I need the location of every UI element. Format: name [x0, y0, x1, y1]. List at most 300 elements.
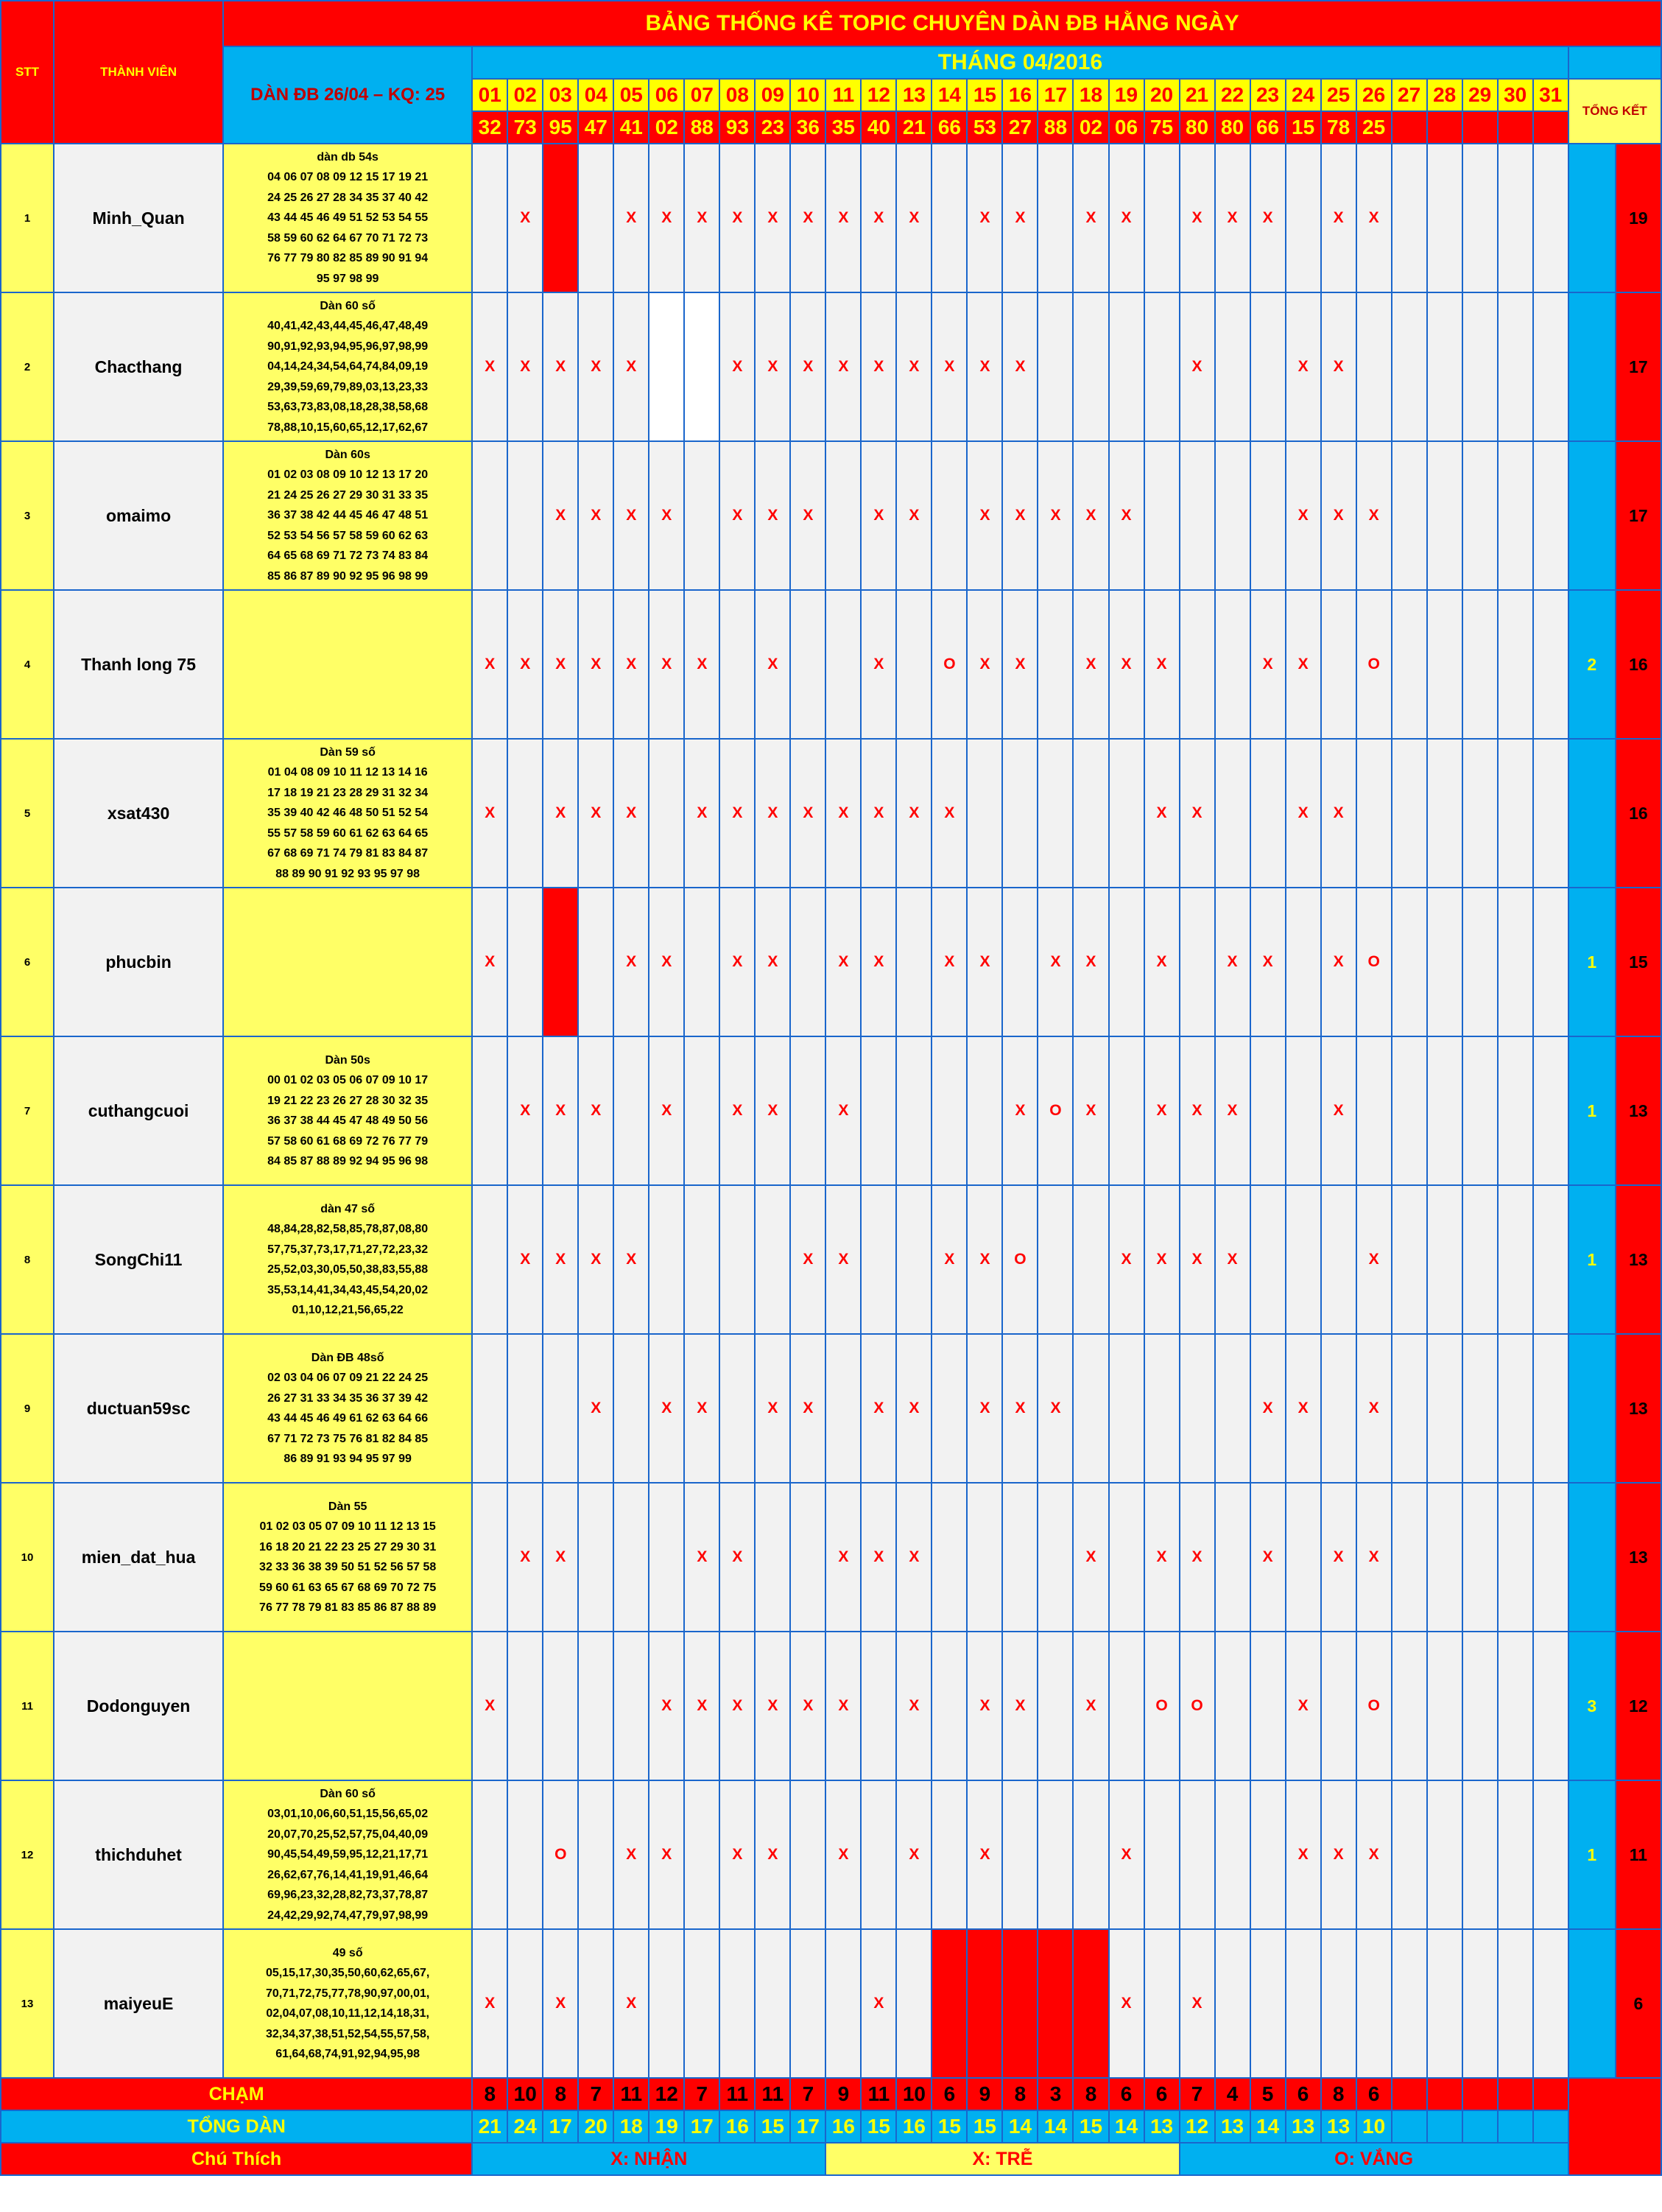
mark-cell — [1144, 1780, 1180, 1929]
mark-cell — [861, 1185, 896, 1334]
day-result: 41 — [613, 111, 649, 144]
mark-cell — [1038, 1929, 1073, 2078]
mark-cell — [1286, 1036, 1321, 1185]
mark-cell — [755, 1929, 790, 2078]
mark-cell: X — [1109, 144, 1144, 292]
mark-cell — [1215, 590, 1250, 739]
cham-value: 9 — [967, 2078, 1002, 2110]
day-result: 88 — [1038, 111, 1073, 144]
mark-cell — [507, 441, 543, 590]
member-dan: dàn db 54s 04 06 07 08 09 12 15 17 19 21 24 25 26 27 28 34 35 37 40 42 43 44 45 46 49 51 52 53 54 55 58 59 60 62 64 67 70 71 72 73 76 77 79 80 82 85 89 90 91 94 95 97 98 99 — [223, 144, 472, 292]
mark-cell: X — [649, 1036, 684, 1185]
mark-cell: X — [472, 739, 507, 888]
mark-cell: X — [825, 292, 861, 441]
member-row — [1, 888, 1661, 1036]
mark-cell: X — [825, 739, 861, 888]
mark-cell: X — [1321, 144, 1356, 292]
mark-cell — [1392, 144, 1427, 292]
cham-value: 7 — [1180, 2078, 1215, 2110]
mark-cell — [684, 1780, 719, 1929]
mark-cell: X — [1144, 590, 1180, 739]
mark-cell — [1427, 590, 1462, 739]
day-result — [1392, 111, 1427, 144]
mark-cell — [1462, 590, 1498, 739]
mark-cell — [1356, 739, 1392, 888]
mark-cell — [1498, 1632, 1533, 1780]
cham-value: 7 — [790, 2078, 825, 2110]
tong-dan-value: 15 — [755, 2110, 790, 2143]
mark-cell: O — [1356, 1632, 1392, 1780]
mark-cell — [1427, 1483, 1462, 1632]
cham-label: CHẠM — [1, 2078, 472, 2110]
mark-cell: X — [790, 292, 825, 441]
mark-cell: X — [1356, 1780, 1392, 1929]
mark-cell — [472, 1334, 507, 1483]
mark-cell: X — [755, 441, 790, 590]
mark-cell: X — [1250, 590, 1286, 739]
mark-cell: O — [1038, 1036, 1073, 1185]
mark-cell: X — [790, 144, 825, 292]
mark-cell — [1002, 1483, 1038, 1632]
mark-cell — [543, 888, 578, 1036]
tong-dan-value: 17 — [790, 2110, 825, 2143]
mark-cell — [1215, 1334, 1250, 1483]
mark-cell — [1462, 1632, 1498, 1780]
mark-cell — [790, 1780, 825, 1929]
mark-cell — [1427, 292, 1462, 441]
mark-cell: X — [1356, 441, 1392, 590]
mark-cell — [1498, 144, 1533, 292]
mark-cell — [1002, 739, 1038, 888]
mark-cell: X — [1180, 1036, 1215, 1185]
mark-cell — [1073, 1929, 1108, 2078]
member-total: 19 — [1616, 144, 1661, 292]
mark-cell — [790, 1036, 825, 1185]
mark-cell: X — [719, 1632, 755, 1780]
mark-cell — [684, 1036, 719, 1185]
mark-cell — [1250, 1036, 1286, 1185]
member-row — [1, 590, 1661, 739]
mark-cell: X — [1321, 292, 1356, 441]
mark-cell — [1427, 1929, 1462, 2078]
member-row — [1, 441, 1661, 590]
day-result: 80 — [1180, 111, 1215, 144]
mark-cell: X — [896, 441, 932, 590]
mark-cell: X — [790, 1632, 825, 1780]
member-stt: 4 — [1, 590, 54, 739]
mark-cell — [1498, 1334, 1533, 1483]
day-header: 29 — [1462, 79, 1498, 111]
mark-cell — [1392, 888, 1427, 1036]
mark-cell — [1462, 888, 1498, 1036]
mark-cell — [578, 888, 613, 1036]
mark-cell — [1533, 1483, 1568, 1632]
day-result: 80 — [1215, 111, 1250, 144]
mark-cell: X — [649, 144, 684, 292]
member-bonus — [1568, 1334, 1616, 1483]
dan-header: DÀN ĐB 26/04 – KQ: 25 — [223, 46, 472, 144]
mark-cell — [1109, 1483, 1144, 1632]
mark-cell — [1180, 590, 1215, 739]
mark-cell: X — [472, 888, 507, 1036]
member-total: 17 — [1616, 292, 1661, 441]
mark-cell: X — [896, 1334, 932, 1483]
day-result: 27 — [1002, 111, 1038, 144]
mark-cell: X — [578, 1185, 613, 1334]
mark-cell — [1215, 1483, 1250, 1632]
mark-cell — [1533, 1929, 1568, 2078]
mark-cell — [613, 1632, 649, 1780]
day-header: 01 — [472, 79, 507, 111]
mark-cell: X — [861, 144, 896, 292]
mark-cell: X — [825, 1632, 861, 1780]
mark-cell — [1286, 1929, 1321, 2078]
mark-cell: X — [613, 1780, 649, 1929]
mark-cell — [825, 1334, 861, 1483]
mark-cell — [684, 441, 719, 590]
day-header: 07 — [684, 79, 719, 111]
mark-cell: X — [755, 1334, 790, 1483]
member-total: 13 — [1616, 1334, 1661, 1483]
day-result: 23 — [755, 111, 790, 144]
member-row — [1, 1036, 1661, 1185]
day-header: 24 — [1286, 79, 1321, 111]
mark-cell — [649, 1483, 684, 1632]
mark-cell — [861, 1632, 896, 1780]
mark-cell — [684, 292, 719, 441]
mark-cell: X — [684, 1334, 719, 1483]
day-result: 88 — [684, 111, 719, 144]
mark-cell — [967, 1036, 1002, 1185]
mark-cell: X — [790, 739, 825, 888]
mark-cell: X — [649, 590, 684, 739]
mark-cell: O — [1180, 1632, 1215, 1780]
mark-cell — [1498, 739, 1533, 888]
mark-cell: X — [543, 1036, 578, 1185]
mark-cell — [1250, 441, 1286, 590]
mark-cell — [1533, 1036, 1568, 1185]
cham-value: 10 — [507, 2078, 543, 2110]
mark-cell: X — [719, 888, 755, 1036]
day-result — [1462, 111, 1498, 144]
day-header: 03 — [543, 79, 578, 111]
tong-dan-label: TỔNG DÀN — [1, 2110, 472, 2143]
mark-cell — [1321, 1334, 1356, 1483]
mark-cell: X — [578, 292, 613, 441]
cham-value: 11 — [613, 2078, 649, 2110]
footer-summary-filler — [1568, 2078, 1661, 2175]
mark-cell — [1427, 441, 1462, 590]
mark-cell — [1533, 1185, 1568, 1334]
tong-dan-value — [1533, 2110, 1568, 2143]
member-bonus: 1 — [1568, 1036, 1616, 1185]
mark-cell: X — [1215, 1036, 1250, 1185]
mark-cell: X — [1073, 590, 1108, 739]
mark-cell — [684, 1185, 719, 1334]
member-dan: Dàn 55 01 02 03 05 07 09 10 11 12 13 15 16 18 20 21 22 23 25 27 29 30 31 32 33 36 38 39 50 51 52 56 57 58 59 60 61 63 65 67 68 69 70 72 75 76 77 78 79 81 83 85 86 87 88 89 — [223, 1483, 472, 1632]
day-header: 09 — [755, 79, 790, 111]
mark-cell — [1321, 1185, 1356, 1334]
day-header: 28 — [1427, 79, 1462, 111]
mark-cell: X — [896, 739, 932, 888]
mark-cell: X — [755, 144, 790, 292]
mark-cell — [578, 1929, 613, 2078]
cham-value: 8 — [543, 2078, 578, 2110]
member-row — [1, 1780, 1661, 1929]
mark-cell: X — [543, 1929, 578, 2078]
member-name: maiyeuE — [54, 1929, 223, 2078]
tong-dan-value — [1462, 2110, 1498, 2143]
mark-cell — [1533, 1334, 1568, 1483]
day-result: 73 — [507, 111, 543, 144]
mark-cell — [1109, 292, 1144, 441]
mark-cell: X — [755, 1632, 790, 1780]
mark-cell: X — [507, 1483, 543, 1632]
mark-cell — [719, 1334, 755, 1483]
mark-cell: X — [755, 1780, 790, 1929]
day-header: 15 — [967, 79, 1002, 111]
tong-dan-value: 14 — [1109, 2110, 1144, 2143]
day-header: 05 — [613, 79, 649, 111]
cham-value: 6 — [1286, 2078, 1321, 2110]
cham-value: 10 — [896, 2078, 932, 2110]
mark-cell: X — [613, 590, 649, 739]
mark-cell: X — [1321, 441, 1356, 590]
member-total: 13 — [1616, 1483, 1661, 1632]
mark-cell: X — [1356, 144, 1392, 292]
day-result: 36 — [790, 111, 825, 144]
mark-cell: X — [1250, 144, 1286, 292]
mark-cell — [1215, 1929, 1250, 2078]
day-result — [1427, 111, 1462, 144]
day-result: 78 — [1321, 111, 1356, 144]
mark-cell: X — [896, 1780, 932, 1929]
member-stt: 3 — [1, 441, 54, 590]
mark-cell: X — [967, 1780, 1002, 1929]
member-total: 16 — [1616, 739, 1661, 888]
mark-cell — [1073, 1780, 1108, 1929]
mark-cell: X — [649, 1334, 684, 1483]
mark-cell — [1392, 292, 1427, 441]
mark-cell — [1073, 1185, 1108, 1334]
member-dan: 49 số 05,15,17,30,35,50,60,62,65,67, 70,71,72,75,77,78,90,97,00,01, 02,04,07,08,10,11,12,14,18,31, 32,34,37,38,51,52,54,55,57,58, 61,64,68,74,91,92,94,95,98 — [223, 1929, 472, 2078]
mark-cell — [932, 1929, 967, 2078]
mark-cell — [932, 1036, 967, 1185]
mark-cell — [472, 1483, 507, 1632]
mark-cell: X — [719, 144, 755, 292]
mark-cell — [932, 1780, 967, 1929]
mark-cell: X — [1180, 292, 1215, 441]
mark-cell — [1427, 1632, 1462, 1780]
day-header: 14 — [932, 79, 967, 111]
mark-cell — [825, 1929, 861, 2078]
mark-cell: X — [932, 888, 967, 1036]
mark-cell: X — [861, 1483, 896, 1632]
mark-cell: X — [755, 590, 790, 739]
member-name: mien_dat_hua — [54, 1483, 223, 1632]
mark-cell — [1215, 441, 1250, 590]
mark-cell — [1180, 1780, 1215, 1929]
mark-cell — [1498, 1483, 1533, 1632]
mark-cell — [896, 888, 932, 1036]
mark-cell — [861, 1036, 896, 1185]
member-bonus — [1568, 292, 1616, 441]
mark-cell: X — [719, 739, 755, 888]
day-header: 22 — [1215, 79, 1250, 111]
day-result: 21 — [896, 111, 932, 144]
mark-cell — [1109, 739, 1144, 888]
mark-cell — [1002, 1929, 1038, 2078]
mark-cell — [1250, 1780, 1286, 1929]
mark-cell: X — [543, 739, 578, 888]
cham-value: 8 — [1073, 2078, 1108, 2110]
member-total: 13 — [1616, 1185, 1661, 1334]
mark-cell: X — [1180, 1929, 1215, 2078]
mark-cell — [1073, 292, 1108, 441]
mark-cell — [790, 888, 825, 1036]
mark-cell — [1073, 739, 1108, 888]
member-dan — [223, 888, 472, 1036]
tong-dan-value: 14 — [1038, 2110, 1073, 2143]
mark-cell — [1462, 1483, 1498, 1632]
day-result — [1498, 111, 1533, 144]
mark-cell: X — [472, 1632, 507, 1780]
day-header: 26 — [1356, 79, 1392, 111]
mark-cell: X — [507, 1036, 543, 1185]
mark-cell — [684, 888, 719, 1036]
mark-cell: X — [1180, 1483, 1215, 1632]
mark-cell — [1427, 1185, 1462, 1334]
mark-cell — [1215, 292, 1250, 441]
mark-cell — [1462, 1036, 1498, 1185]
mark-cell — [1427, 1334, 1462, 1483]
cham-value: 11 — [755, 2078, 790, 2110]
tong-dan-value — [1498, 2110, 1533, 2143]
day-header: 31 — [1533, 79, 1568, 111]
mark-cell: X — [507, 590, 543, 739]
member-total: 12 — [1616, 1632, 1661, 1780]
tong-dan-value: 16 — [896, 2110, 932, 2143]
mark-cell — [1533, 739, 1568, 888]
day-result: 95 — [543, 111, 578, 144]
mark-cell — [967, 1929, 1002, 2078]
mark-cell — [1180, 888, 1215, 1036]
mark-cell: X — [507, 144, 543, 292]
cham-value: 6 — [1144, 2078, 1180, 2110]
mark-cell: X — [1109, 590, 1144, 739]
mark-cell: X — [1321, 1483, 1356, 1632]
day-result — [1533, 111, 1568, 144]
mark-cell — [649, 1185, 684, 1334]
mark-cell: X — [896, 292, 932, 441]
day-result: 02 — [649, 111, 684, 144]
member-stt: 1 — [1, 144, 54, 292]
legend-o-vang: O: VẮNG — [1180, 2143, 1568, 2175]
mark-cell — [472, 441, 507, 590]
mark-cell: X — [1109, 1929, 1144, 2078]
mark-cell: X — [861, 888, 896, 1036]
mark-cell: X — [543, 1185, 578, 1334]
tong-dan-value: 19 — [649, 2110, 684, 2143]
day-result: 06 — [1109, 111, 1144, 144]
member-stt: 8 — [1, 1185, 54, 1334]
mark-cell — [1392, 590, 1427, 739]
mark-cell — [1462, 441, 1498, 590]
day-header: 13 — [896, 79, 932, 111]
member-stt: 10 — [1, 1483, 54, 1632]
mark-cell: X — [1002, 1334, 1038, 1483]
mark-cell — [932, 441, 967, 590]
mark-cell — [1109, 1334, 1144, 1483]
mark-cell — [1498, 1780, 1533, 1929]
mark-cell: X — [684, 1632, 719, 1780]
mark-cell: X — [1002, 1036, 1038, 1185]
day-result: 75 — [1144, 111, 1180, 144]
mark-cell — [1498, 1929, 1533, 2078]
mark-cell — [1462, 1780, 1498, 1929]
mark-cell — [472, 1780, 507, 1929]
mark-cell — [1038, 739, 1073, 888]
day-header: 04 — [578, 79, 613, 111]
mark-cell: X — [861, 590, 896, 739]
cham-value: 3 — [1038, 2078, 1073, 2110]
member-bonus: 1 — [1568, 888, 1616, 1036]
mark-cell — [755, 1185, 790, 1334]
mark-cell: X — [967, 1334, 1002, 1483]
cham-value: 6 — [1109, 2078, 1144, 2110]
mark-cell — [1109, 1036, 1144, 1185]
month-header-filler — [1568, 46, 1661, 79]
day-header: 20 — [1144, 79, 1180, 111]
mark-cell: X — [1321, 888, 1356, 1036]
legend-x-tre: X: TRỄ — [825, 2143, 1179, 2175]
mark-cell — [1286, 888, 1321, 1036]
mark-cell: X — [543, 1483, 578, 1632]
mark-cell — [1498, 441, 1533, 590]
member-total: 15 — [1616, 888, 1661, 1036]
mark-cell: X — [649, 1632, 684, 1780]
mark-cell: X — [1002, 144, 1038, 292]
mark-cell — [896, 1036, 932, 1185]
tong-dan-value: 20 — [578, 2110, 613, 2143]
mark-cell — [932, 1483, 967, 1632]
day-header: 08 — [719, 79, 755, 111]
member-total: 17 — [1616, 441, 1661, 590]
cham-value — [1392, 2078, 1427, 2110]
mark-cell: X — [825, 888, 861, 1036]
mark-cell: X — [755, 292, 790, 441]
mark-cell — [684, 1929, 719, 2078]
member-name: SongChi11 — [54, 1185, 223, 1334]
mark-cell: X — [1073, 888, 1108, 1036]
mark-cell: X — [967, 1632, 1002, 1780]
tong-dan-value: 10 — [1356, 2110, 1392, 2143]
mark-cell — [1392, 1483, 1427, 1632]
mark-cell: X — [861, 1929, 896, 2078]
mark-cell — [861, 1780, 896, 1929]
mark-cell: X — [1215, 888, 1250, 1036]
mark-cell: X — [613, 441, 649, 590]
mark-cell — [755, 1483, 790, 1632]
mark-cell: X — [1356, 1483, 1392, 1632]
day-header: 17 — [1038, 79, 1073, 111]
mark-cell — [1533, 1780, 1568, 1929]
cham-value: 8 — [1002, 2078, 1038, 2110]
mark-cell: O — [543, 1780, 578, 1929]
mark-cell: O — [1002, 1185, 1038, 1334]
mark-cell — [1427, 888, 1462, 1036]
mark-cell — [1533, 144, 1568, 292]
